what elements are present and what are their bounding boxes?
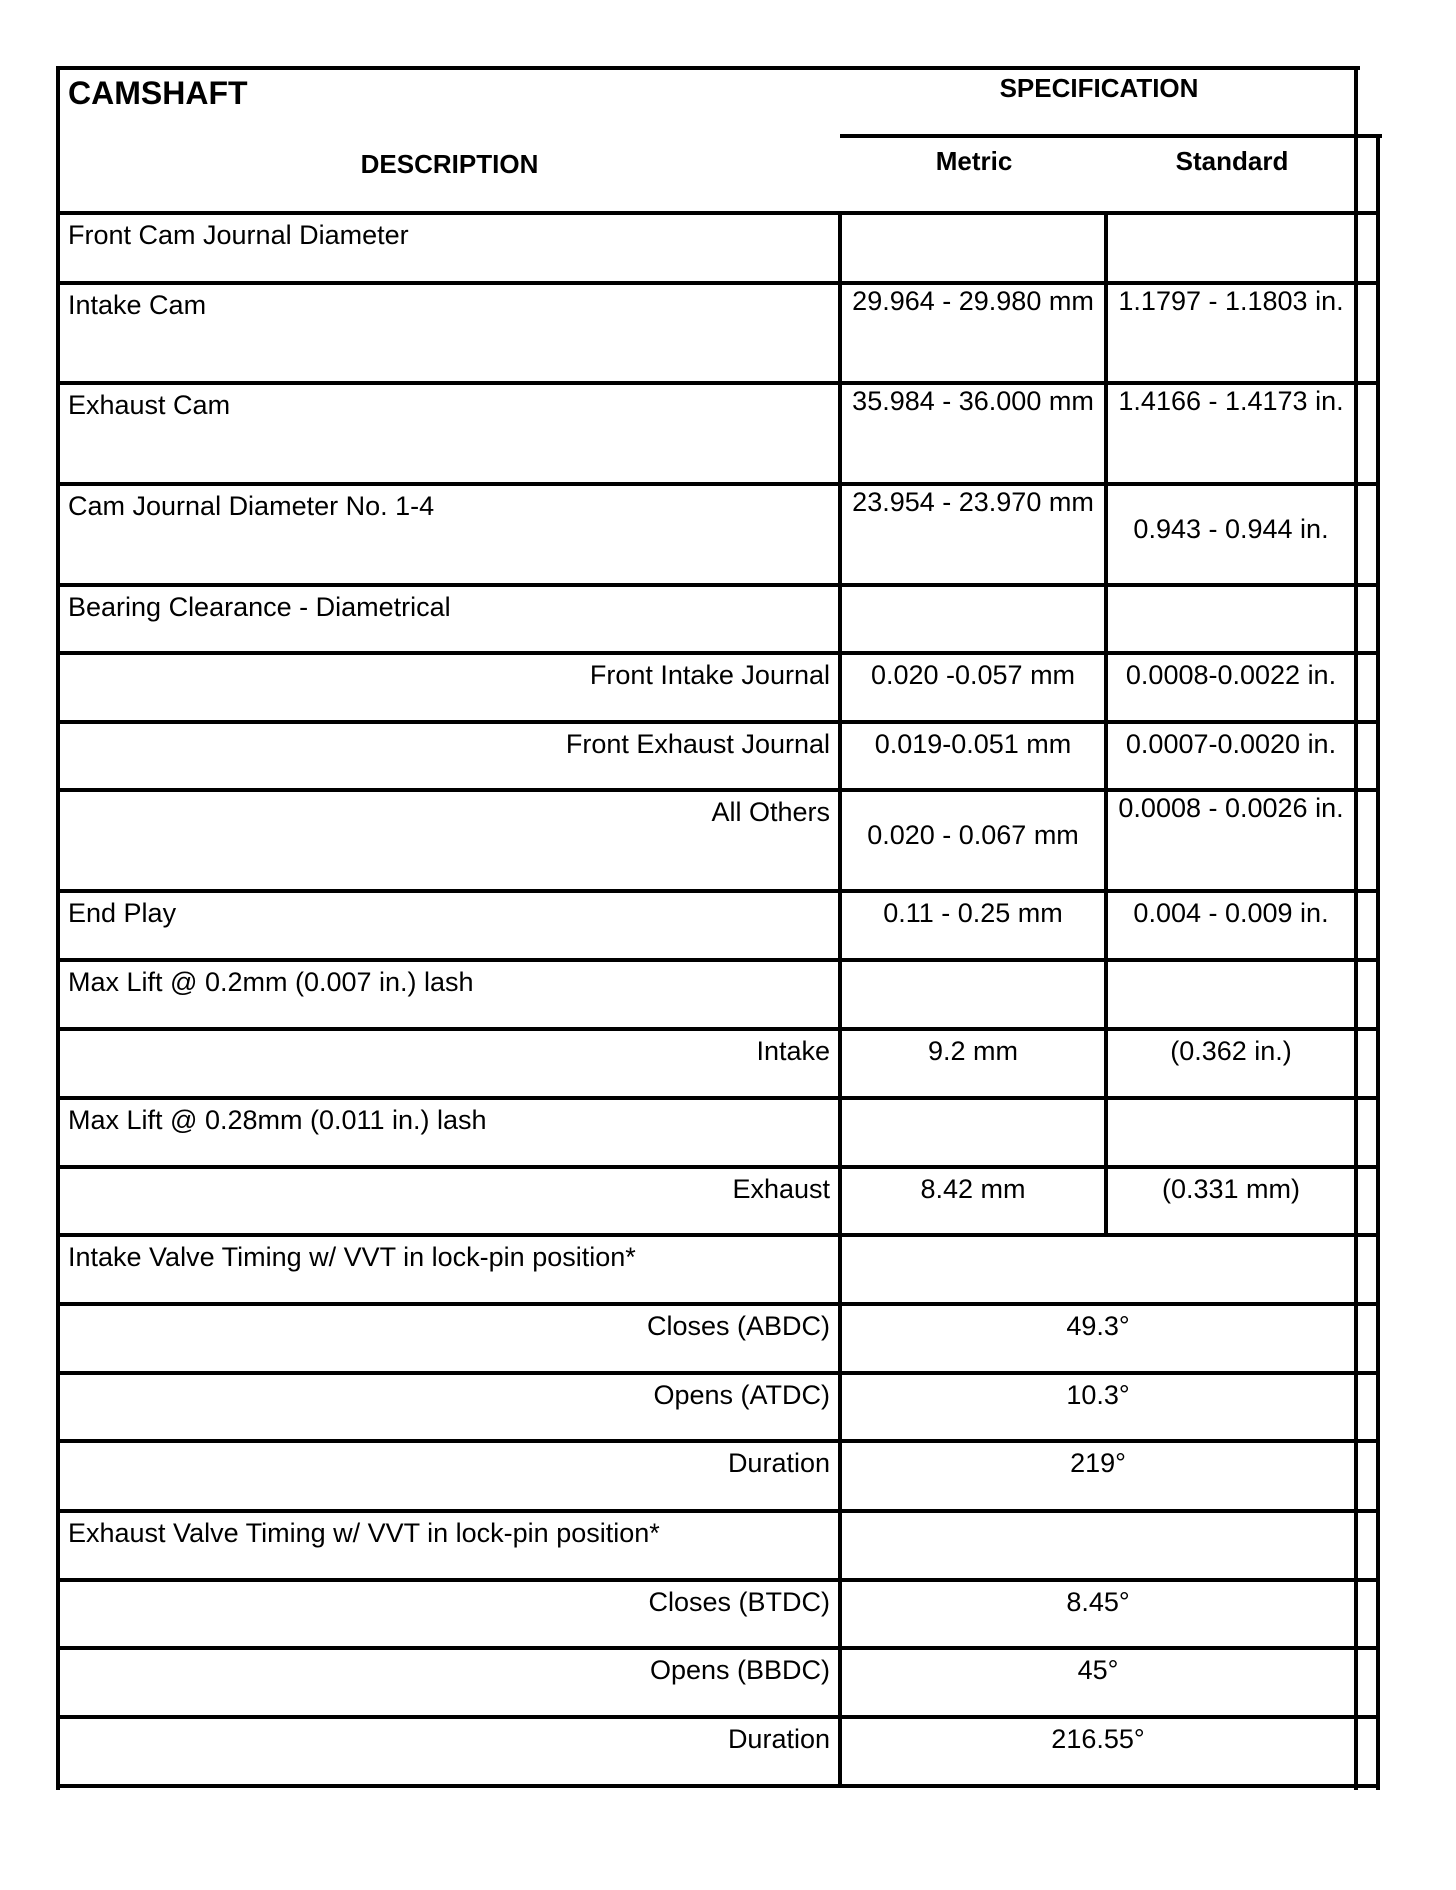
metric-value: 8.42 mm xyxy=(920,1174,1026,1204)
row-label: Closes (ABDC) xyxy=(646,1311,830,1341)
column-divider xyxy=(1104,1029,1108,1098)
spec-value: 10.3° xyxy=(1066,1380,1130,1410)
spec-value: 45° xyxy=(1077,1655,1119,1685)
header-metric: Metric xyxy=(935,146,1013,176)
metric-value: 0.11 - 0.25 mm xyxy=(883,898,1063,928)
row-label: Opens (BBDC) xyxy=(649,1655,830,1685)
row-divider xyxy=(57,583,1380,587)
column-divider xyxy=(1104,960,1108,1029)
row-divider xyxy=(57,1096,1380,1100)
row-divider xyxy=(57,958,1380,962)
standard-value: 1.1797 - 1.1803 in. xyxy=(1118,286,1344,316)
row-divider xyxy=(57,1646,1380,1650)
row-divider xyxy=(57,1784,1380,1788)
row-label: Intake Valve Timing w/ VVT in lock-pin position* xyxy=(68,1242,636,1272)
row-divider xyxy=(57,1027,1380,1031)
table-border-top xyxy=(57,66,1360,70)
row-label: Bearing Clearance - Diametrical xyxy=(68,592,451,622)
column-divider xyxy=(838,484,842,585)
standard-value: 1.4166 - 1.4173 in. xyxy=(1118,386,1344,416)
metric-value: 0.019-0.051 mm xyxy=(874,729,1072,759)
column-divider xyxy=(838,383,842,484)
row-divider xyxy=(57,889,1380,893)
spec-value: 219° xyxy=(1070,1448,1126,1478)
column-divider xyxy=(1104,1167,1108,1235)
column-divider xyxy=(1104,283,1108,383)
column-divider xyxy=(1104,653,1108,722)
row-divider xyxy=(57,1233,1380,1237)
standard-value: (0.331 mm) xyxy=(1161,1174,1301,1204)
row-divider xyxy=(57,482,1380,486)
table-title: CAMSHAFT xyxy=(68,75,248,111)
column-divider xyxy=(838,891,842,960)
row-label: Opens (ATDC) xyxy=(653,1380,830,1410)
row-divider xyxy=(57,1578,1380,1582)
column-divider xyxy=(1104,484,1108,585)
row-divider xyxy=(57,1715,1380,1719)
column-divider xyxy=(838,1235,842,1304)
row-label: Front Exhaust Journal xyxy=(565,729,830,759)
row-label: Max Lift @ 0.2mm (0.007 in.) lash xyxy=(68,967,474,997)
column-divider xyxy=(1104,383,1108,484)
column-divider xyxy=(1104,891,1108,960)
row-label: Intake Cam xyxy=(68,290,207,320)
spec-value: 49.3° xyxy=(1066,1311,1130,1341)
spec-header-divider xyxy=(840,134,1382,138)
metric-value: 23.954 - 23.970 mm xyxy=(852,487,1094,517)
column-divider xyxy=(838,1511,842,1580)
column-divider xyxy=(838,283,842,383)
header-standard: Standard xyxy=(1175,146,1289,176)
column-divider xyxy=(1104,585,1108,653)
column-divider xyxy=(1104,722,1108,790)
row-label: End Play xyxy=(68,898,177,928)
spec-value: 8.45° xyxy=(1066,1587,1130,1617)
standard-value: (0.362 in.) xyxy=(1170,1036,1292,1066)
row-divider xyxy=(57,720,1380,724)
spec-value: 216.55° xyxy=(1051,1724,1145,1754)
standard-value: 0.004 - 0.009 in. xyxy=(1133,898,1329,928)
column-divider xyxy=(838,960,842,1029)
header-specification: SPECIFICATION xyxy=(999,73,1199,103)
column-divider xyxy=(838,790,842,891)
column-divider xyxy=(838,722,842,790)
metric-value: 35.984 - 36.000 mm xyxy=(852,386,1094,416)
standard-value: 0.943 - 0.944 in. xyxy=(1133,514,1329,544)
column-divider xyxy=(1104,790,1108,891)
metric-value: 29.964 - 29.980 mm xyxy=(852,286,1094,316)
row-label: Front Cam Journal Diameter xyxy=(68,220,409,250)
row-divider xyxy=(57,1509,1380,1513)
row-label: Duration xyxy=(727,1448,830,1478)
row-label: Exhaust Valve Timing w/ VVT in lock-pin position* xyxy=(68,1518,660,1548)
column-divider xyxy=(1104,213,1108,283)
metric-value: 0.020 - 0.067 mm xyxy=(867,820,1079,850)
row-label: All Others xyxy=(711,797,830,827)
row-divider xyxy=(57,1165,1380,1169)
standard-value: 0.0008-0.0022 in. xyxy=(1125,660,1337,690)
row-label: Cam Journal Diameter No. 1-4 xyxy=(68,491,435,521)
column-divider xyxy=(1104,1098,1108,1167)
header-bottom-border xyxy=(57,211,1380,215)
standard-value: 0.0007-0.0020 in. xyxy=(1125,729,1337,759)
column-divider xyxy=(838,1029,842,1098)
row-divider xyxy=(57,1371,1380,1375)
metric-value: 0.020 -0.057 mm xyxy=(870,660,1076,690)
row-divider xyxy=(57,651,1380,655)
column-divider xyxy=(838,653,842,722)
column-divider xyxy=(838,585,842,653)
row-label: Exhaust Cam xyxy=(68,390,231,420)
row-divider xyxy=(57,1302,1380,1306)
row-label: Duration xyxy=(727,1724,830,1754)
header-description: DESCRIPTION xyxy=(360,149,539,179)
row-label: Front Intake Journal xyxy=(589,660,830,690)
row-divider xyxy=(57,1439,1380,1443)
standard-value: 0.0008 - 0.0026 in. xyxy=(1118,793,1344,823)
inner-right-border xyxy=(1354,66,1358,1790)
row-label: Closes (BTDC) xyxy=(648,1587,830,1617)
row-label: Max Lift @ 0.28mm (0.011 in.) lash xyxy=(68,1105,487,1135)
table-border-left xyxy=(56,66,60,1790)
row-label: Intake xyxy=(756,1036,830,1066)
column-divider xyxy=(838,1167,842,1235)
column-divider xyxy=(838,1098,842,1167)
row-label: Exhaust xyxy=(732,1174,830,1204)
column-divider xyxy=(838,213,842,283)
metric-value: 9.2 mm xyxy=(927,1036,1019,1066)
